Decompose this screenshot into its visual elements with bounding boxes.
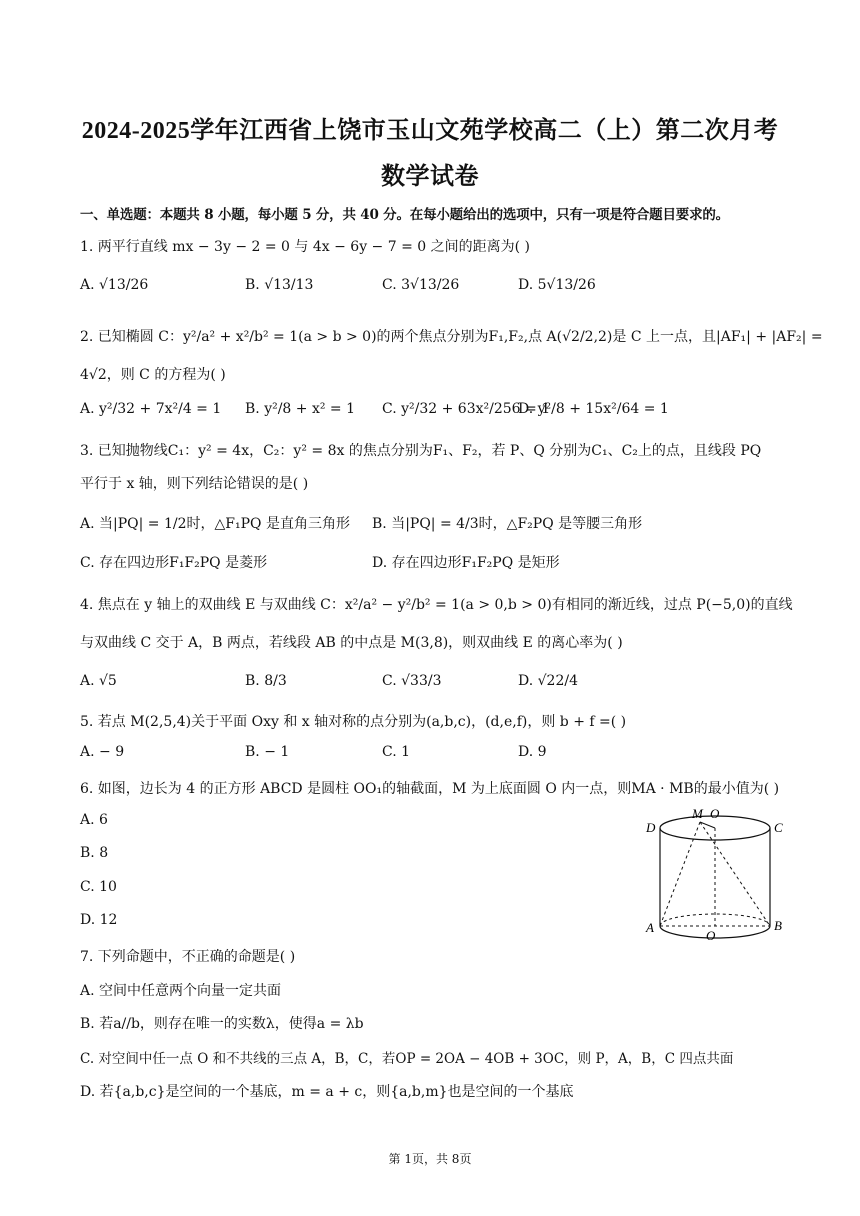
cylinder-figure: [640, 800, 790, 945]
q6-option-c: C. 10: [80, 879, 117, 895]
q5-option-d: D. 9: [518, 744, 547, 760]
question-6-stem: 6. 如图，边长为 4 的正方形 ABCD 是圆柱 OO₁的轴截面，M 为上底面圆 O 内一点，则MA · MB的最小值为( ): [80, 781, 780, 797]
question-7-stem: 7. 下列命题中，不正确的命题是( ): [80, 949, 296, 965]
q7-option-d: D. 若{a,b,c}是空间的一个基底，m = a + c，则{a,b,m}也是空间的一个基底: [80, 1084, 574, 1100]
q1-option-c: C. 3√13/26: [382, 277, 460, 293]
q2-option-d: D. y²/8 + 15x²/64 = 1: [518, 401, 669, 417]
question-4-stem-line1: 4. 焦点在 y 轴上的双曲线 E 与双曲线 C：x²/a² − y²/b² = 1(a > 0,b > 0)有相同的渐近线，过点 P(−5,0)的直线: [80, 597, 793, 613]
question-5-stem: 5. 若点 M(2,5,4)关于平面 Oxy 和 x 轴对称的点分别为(a,b,c)，(d,e,f)，则 b + f =( ): [80, 714, 627, 730]
label-a: A: [646, 920, 654, 935]
q4-option-a: A. √5: [80, 673, 117, 689]
q4-option-b: B. 8/3: [245, 673, 287, 689]
question-1-stem: 1. 两平行直线 mx − 3y − 2 = 0 与 4x − 6y − 7 = 0 之间的距离为( ): [80, 239, 531, 255]
section-heading: 一、单选题：本题共 8 小题，每小题 5 分，共 40 分。在每小题给出的选项中，只有一项是符合题目要求的。: [80, 207, 729, 223]
q7-option-a: A. 空间中任意两个向量一定共面: [80, 983, 282, 999]
q2-option-a: A. y²/32 + 7x²/4 = 1: [80, 401, 222, 417]
q2-option-c: C. y²/32 + 63x²/256 = 1: [382, 401, 551, 417]
question-4-stem-line2: 与双曲线 C 交于 A，B 两点，若线段 AB 的中点是 M(3,8)，则双曲线 E 的离心率为( ): [80, 635, 623, 651]
label-d: D: [646, 820, 656, 835]
q6-option-a: A. 6: [80, 812, 108, 828]
page-footer: 第 1页，共 8页: [388, 1152, 472, 1166]
q4-option-c: C. √33/3: [382, 673, 442, 689]
question-2-stem-line2: 4√2，则 C 的方程为( ): [80, 367, 226, 383]
segment-mb: [700, 822, 770, 926]
question-3-stem-line1: 3. 已知抛物线C₁：y² = 4x，C₂：y² = 8x 的焦点分别为F₁、F₂，若 P、Q 分别为C₁、C₂上的点，且线段 PQ: [80, 443, 762, 459]
q1-option-a: A. √13/26: [80, 277, 149, 293]
exam-subtitle: 数学试卷: [381, 164, 479, 190]
q1-option-b: B. √13/13: [245, 277, 314, 293]
label-o1: O: [706, 928, 716, 943]
q3-option-d: D. 存在四边形F₁F₂PQ 是矩形: [372, 555, 560, 571]
q3-option-c: C. 存在四边形F₁F₂PQ 是菱形: [80, 555, 268, 571]
segment-mo: [700, 822, 715, 828]
q4-option-d: D. √22/4: [518, 673, 578, 689]
q1-option-d: D. 5√13/26: [518, 277, 596, 293]
q7-option-b: B. 若a//b，则存在唯一的实数λ，使得a = λb: [80, 1016, 364, 1032]
q2-option-b: B. y²/8 + x² = 1: [245, 401, 356, 417]
question-3-stem-line2: 平行于 x 轴，则下列结论错误的是( ): [80, 476, 309, 492]
label-b: B: [774, 918, 782, 933]
q5-option-b: B. − 1: [245, 744, 290, 760]
label-c: C: [774, 820, 783, 835]
exam-title: 2024-2025学年江西省上饶市玉山文苑学校高二（上）第二次月考: [81, 118, 779, 144]
q5-option-c: C. 1: [382, 744, 411, 760]
q7-option-c: C. 对空间中任一点 O 和不共线的三点 A，B，C，若OP = 2OA − 4OB + 3OC，则 P，A，B，C 四点共面: [80, 1051, 734, 1067]
q3-option-b: B. 当|PQ| = 4/3时，△F₂PQ 是等腰三角形: [372, 516, 643, 532]
q3-option-a: A. 当|PQ| = 1/2时，△F₁PQ 是直角三角形: [80, 516, 350, 532]
label-m: M: [692, 806, 703, 821]
q6-option-b: B. 8: [80, 845, 109, 861]
label-o: O: [710, 806, 720, 821]
question-2-stem-line1: 2. 已知椭圆 C：y²/a² + x²/b² = 1(a > b > 0)的两个焦点分别为F₁,F₂,点 A(√2/2,2)是 C 上一点，且|AF₁| + |AF₂| =: [80, 329, 823, 345]
q6-option-d: D. 12: [80, 912, 118, 928]
q5-option-a: A. − 9: [80, 744, 125, 760]
